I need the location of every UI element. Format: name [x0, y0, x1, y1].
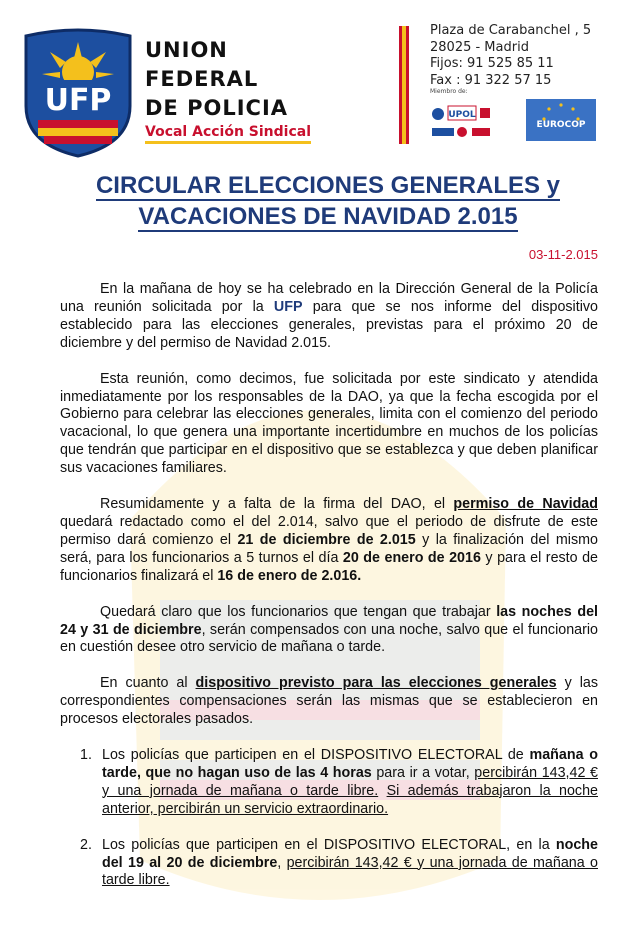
list-item: 1. Los policías que participen en el DISPOSITIVO ELECTORAL de mañana o tarde, que no hagan uso de las 4 horas para ir a votar, percibirán 143,42 € y una jornada de mañana o tarde libre. Si además trabajaron la noche anterior, percibirán un servicio extraordinario.	[80, 747, 598, 817]
ufp-mention: UFP	[273, 298, 303, 315]
eurocop-logo	[526, 99, 596, 141]
title-line-2: VACACIONES DE NAVIDAD 2.015	[138, 203, 518, 230]
org-line-2: FEDERAL	[145, 67, 259, 91]
circular-title	[0, 170, 636, 232]
title-line-1: CIRCULAR ELECCIONES GENERALES y	[95, 172, 561, 199]
letterhead	[0, 0, 636, 160]
document-body	[60, 281, 598, 908]
document-date: 03-11-2.015	[528, 247, 598, 262]
eurocop-text: EUROCOP	[536, 120, 586, 130]
paragraph-dispositivo: En cuanto al dispositivo previsto para las elecciones generales y las correspondientes compensaciones serán las mismas que se establecieron en procesos electorales pasados.	[60, 675, 598, 728]
compensation-list	[60, 747, 598, 890]
address-phone: Fijos: 91 525 85 11	[430, 56, 554, 71]
vocal-accion-sindical: Vocal Acción Sindical	[145, 124, 311, 144]
address-block	[430, 23, 591, 89]
member-of-label: Miembro de:	[430, 88, 468, 95]
org-line-1: UNION	[145, 38, 228, 62]
paragraph-navidad: Resumidamente y a falta de la firma del DAO, el permiso de Navidad quedará redactado como el del 2.014, salvo que el periodo de disfrute de este permiso dará comienzo el 21 de diciembre de 2.015 y la finalización del mismo será, para los funcionarios a 5 turnos el día 20 de enero de 2016 y para el resto de funcionarios finalizará el 16 de enero de 2.016.	[60, 496, 598, 584]
org-line-3: DE POLICIA	[145, 96, 289, 120]
flag-divider	[399, 26, 409, 144]
paragraph-nochebuena: Quedará claro que los funcionarios que tengan que trabajar las noches del 24 y 31 de diciembre, serán compensados con una noche, salvo que el funcionario en cuestión desee otro servicio de mañana o tarde.	[60, 603, 598, 656]
address-city: 28025 - Madrid	[430, 39, 529, 55]
paragraph-meeting: Esta reunión, como decimos, fue solicitada por este sindicato y atendida inmediatamente por los responsables de la DAO, ya que la fecha escogida por el Gobierno para celebrar las elecciones generales, limita con el comienzo del periodo vacacional, lo que genera una importante incertidumbre en muchos de los policías que tendrán que participar en el dispositivo que se establezca y que deben planificar sus vacaciones familiares.	[60, 370, 598, 477]
address-street: Plaza de Carabanchel , 5	[430, 23, 592, 38]
paragraph-intro: En la mañana de hoy se ha celebrado en la Dirección General de la Policía una reunión solicitada por la UFP para que se nos informe del dispositivo establecido para las elecciones generales, previstas para el próximo 20 de diciembre y del permiso de Navidad 2.015.	[60, 281, 598, 351]
ufp-logo	[20, 28, 136, 158]
upol-logo	[430, 100, 495, 146]
org-name	[145, 36, 311, 144]
logo-text: UFP	[44, 83, 112, 118]
upol-text: UPOL	[448, 110, 476, 120]
address-fax: Fax : 91 322 57 15	[430, 72, 552, 88]
list-item: 2. Los policías que participen en el DISPOSITIVO ELECTORAL, en la noche del 19 al 20 de diciembre, percibirán 143,42 € y una jornada de mañana o tarde libre.	[80, 836, 598, 889]
